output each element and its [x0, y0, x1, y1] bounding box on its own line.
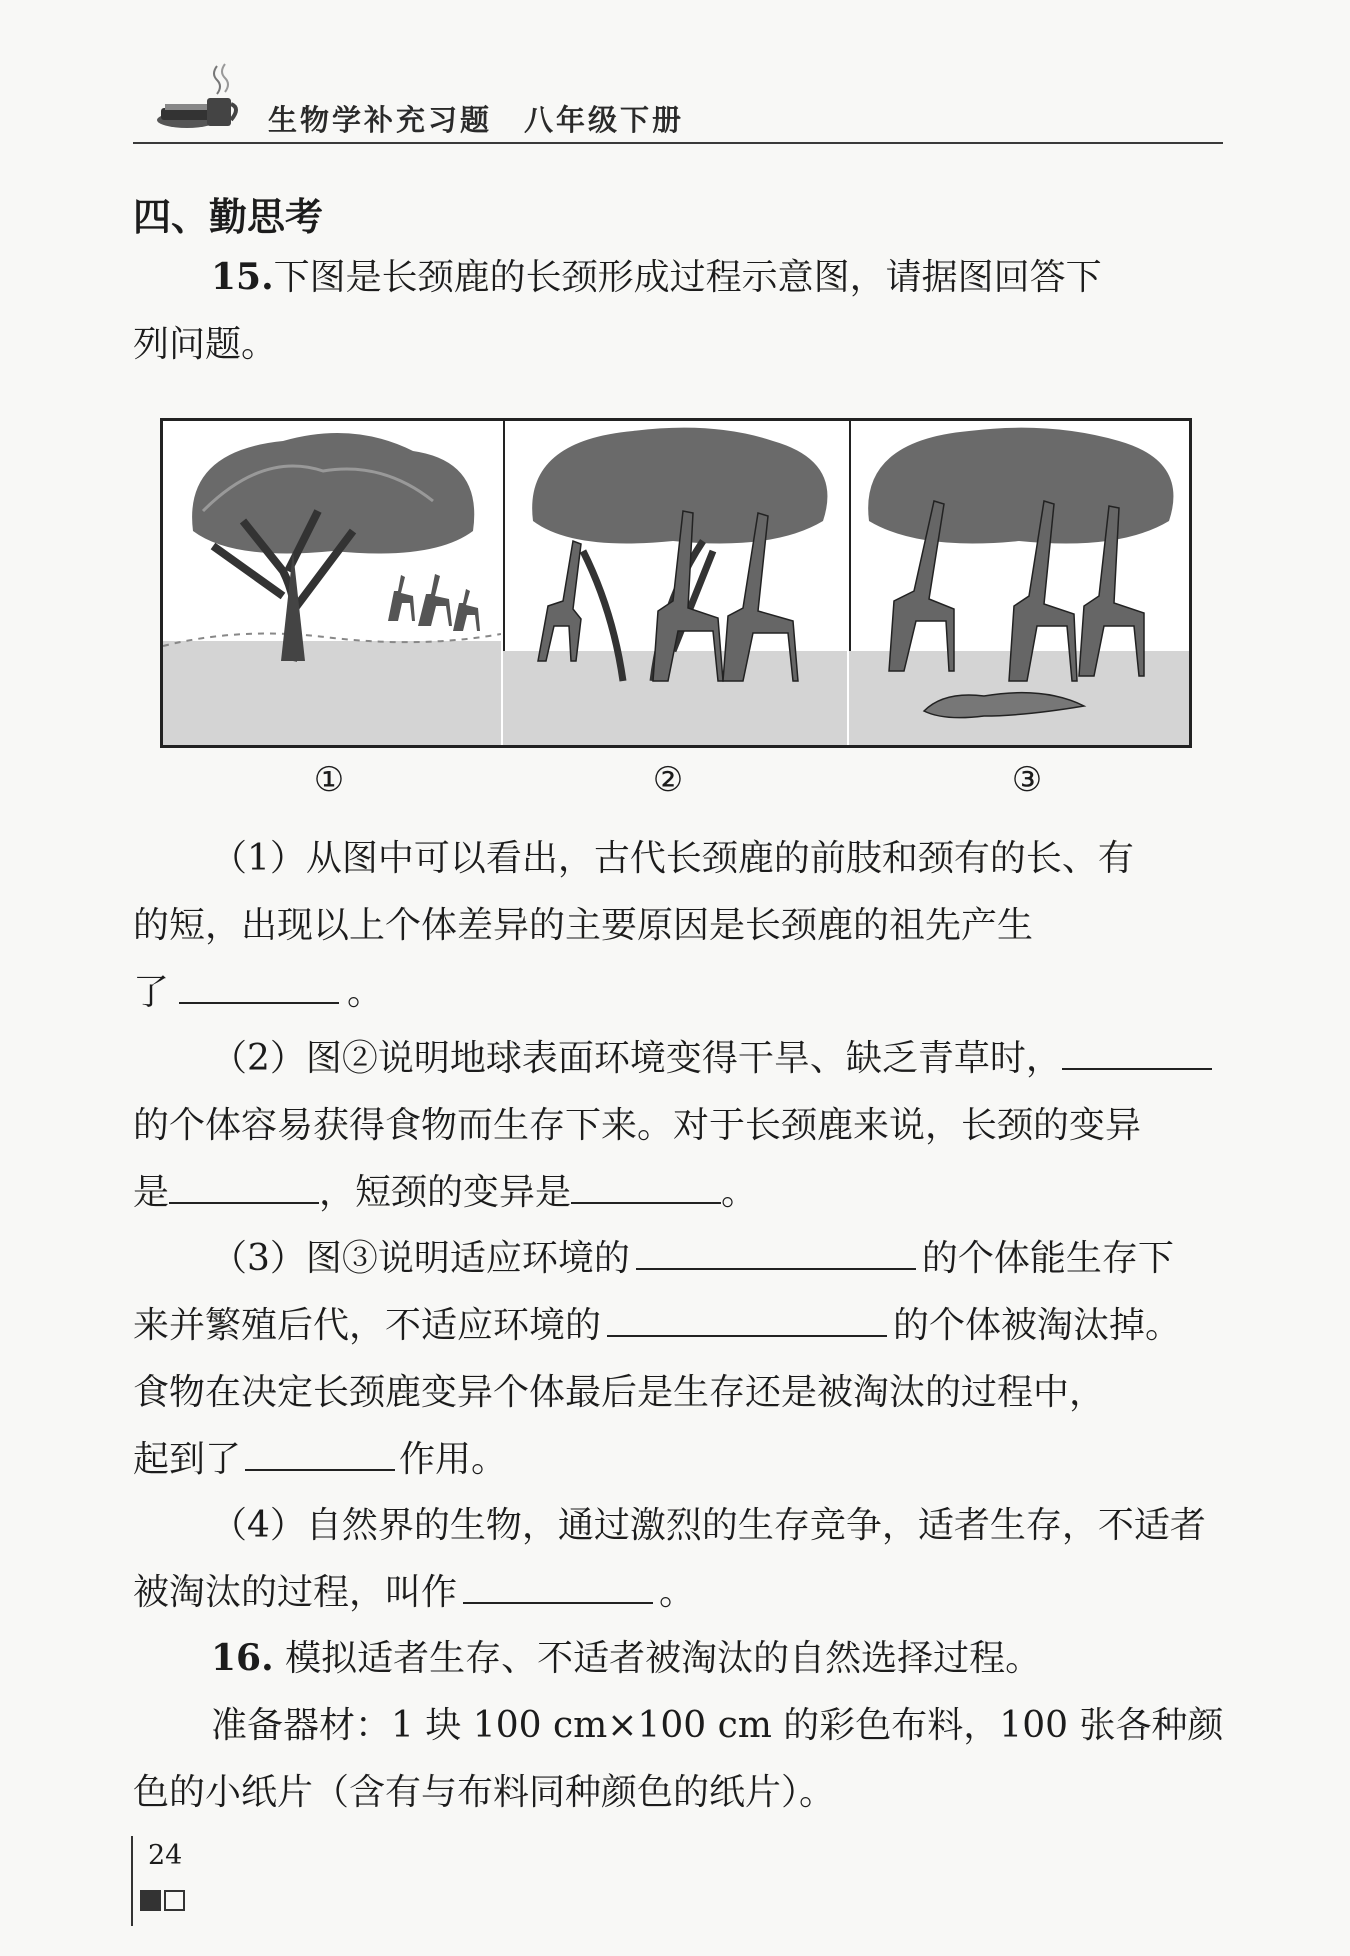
subquestion-3-line-2-start: 来并繁殖后代，不适应环境的: [133, 1305, 602, 1346]
question-15-intro: [133, 244, 1102, 378]
subquestion-4: [133, 1492, 1206, 1626]
question-16-line-1: 模拟适者生存、不适者被淘汰的自然选择过程。: [285, 1638, 1042, 1679]
figure-label-2: ②: [652, 760, 684, 800]
subquestion-3-line-3: 食物在决定长颈鹿变异个体最后是生存还是被淘汰的过程中，: [133, 1372, 1106, 1413]
answer-blank-1[interactable]: [179, 962, 339, 1004]
subquestion-4-line-1: （4）自然界的生物，通过激烈的生存竞争，适者生存，不适者: [211, 1505, 1206, 1546]
subquestion-4-line-2-end: 。: [659, 1572, 696, 1613]
subquestion-2-line-3-mid: ，短颈的变异是: [319, 1172, 572, 1213]
answer-blank-6[interactable]: [607, 1295, 887, 1337]
giraffe-evolution-figure: [160, 418, 1192, 748]
question-15-number: 15.: [211, 256, 274, 298]
page-number: 24: [148, 1840, 183, 1871]
figure-panel-2: [503, 421, 847, 745]
subquestion-1-line-3-end: 。: [347, 972, 384, 1013]
answer-blank-7[interactable]: [245, 1429, 395, 1471]
subquestion-3-line-1-start: （3）图③说明适应环境的: [211, 1238, 630, 1279]
subquestion-3: [133, 1225, 1181, 1493]
question-16: [133, 1625, 1223, 1826]
subquestion-3-line-2-end: 的个体被淘汰掉。: [893, 1305, 1182, 1346]
subquestion-2-line-2: 的个体容易获得食物而生存下来。对于长颈鹿来说，长颈的变异: [133, 1105, 1142, 1146]
question-15-line-2: 列问题。: [133, 324, 278, 365]
answer-blank-5[interactable]: [636, 1228, 916, 1270]
subquestion-1-line-3-start: 了: [133, 972, 170, 1013]
answer-blank-3[interactable]: [169, 1162, 319, 1204]
question-16-line-3: 色的小纸片（含有与布料同种颜色的纸片）。: [133, 1772, 836, 1813]
subquestion-1-line-2: 的短，出现以上个体差异的主要原因是长颈鹿的祖先产生: [133, 905, 1034, 946]
section-heading: 四、勤思考: [133, 195, 324, 239]
answer-blank-4[interactable]: [571, 1162, 721, 1204]
subquestion-2: [133, 1025, 1212, 1226]
question-15-line-1: 下图是长颈鹿的长颈形成过程示意图，请据图回答下: [273, 257, 1102, 298]
filled-square-icon: [140, 1890, 161, 1911]
subquestion-3-line-4-start: 起到了: [133, 1439, 242, 1480]
answer-blank-2[interactable]: [1062, 1028, 1212, 1070]
empty-square-icon: [164, 1890, 185, 1911]
question-16-line-2: 准备器材：1 块 100 cm×100 cm 的彩色布料，100 张各种颜: [211, 1705, 1224, 1746]
subquestion-3-line-1-end: 的个体能生存下: [921, 1238, 1174, 1279]
subquestion-4-line-2-start: 被淘汰的过程，叫作: [133, 1572, 458, 1613]
book-and-cup-icon: [155, 60, 243, 138]
page-marker: [140, 1890, 188, 1915]
figure-label-1: ①: [313, 760, 345, 800]
subquestion-2-line-1: （2）图②说明地球表面环境变得干旱、缺乏青草时，: [211, 1038, 1062, 1079]
subquestion-2-line-3-start: 是: [133, 1172, 170, 1213]
subquestion-1: [133, 825, 1134, 1026]
subquestion-2-line-3-end: 。: [721, 1172, 758, 1213]
figure-label-3: ③: [1011, 760, 1043, 800]
figure-panel-1: [163, 421, 501, 745]
footer-divider: [131, 1836, 133, 1926]
subquestion-3-line-4-end: 作用。: [399, 1439, 508, 1480]
figure-panel-3: [849, 421, 1189, 745]
answer-blank-8[interactable]: [463, 1562, 653, 1604]
subquestion-1-line-1: （1）从图中可以看出，古代长颈鹿的前肢和颈有的长、有: [211, 838, 1134, 879]
header-divider: [133, 142, 1223, 144]
book-title: 生物学补充习题 八年级下册: [268, 103, 685, 137]
question-16-number: 16.: [211, 1637, 274, 1679]
